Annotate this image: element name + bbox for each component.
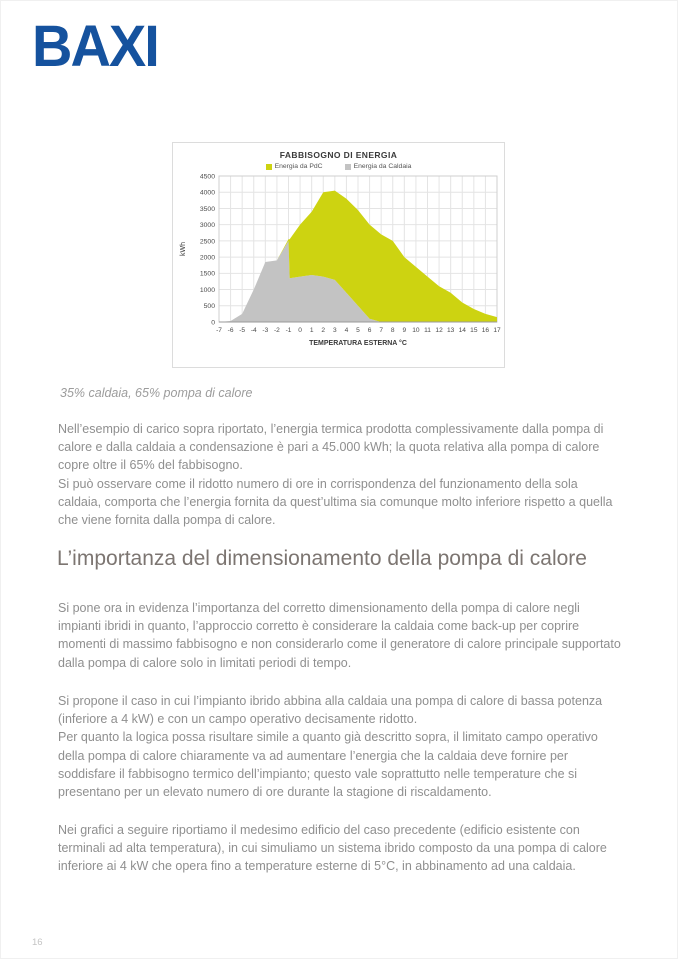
baxi-logo: BAXI: [32, 12, 158, 79]
paragraph-block-3: [58, 692, 624, 801]
svg-text:TEMPERATURA ESTERNA °C: TEMPERATURA ESTERNA °C: [309, 340, 407, 347]
svg-text:2: 2: [321, 327, 326, 334]
svg-text:5: 5: [356, 327, 360, 334]
svg-text:6: 6: [367, 327, 372, 334]
paragraph: Nei grafici a seguire riportiamo il medesimo edificio del caso precedente (edificio esistente con terminali ad alta temperatura), in cui simuliamo un sistema ibrido composto da una pompa di calore inferiore ai 4 kW che opera fino a temperature esterne di 5°C, in abbinamento ad una caldaia.: [58, 823, 607, 874]
svg-text:11: 11: [424, 327, 431, 334]
chart-caption: 35% caldaia, 65% pompa di calore: [60, 386, 253, 400]
svg-text:-3: -3: [262, 327, 269, 334]
chart-title: FABBISOGNO DI ENERGIA: [279, 150, 398, 160]
svg-text:-6: -6: [227, 327, 234, 334]
paragraph-block-1: [58, 420, 624, 529]
svg-text:2000: 2000: [199, 254, 215, 262]
section-heading: L’importanza del dimensionamento della pompa di calore: [57, 547, 587, 570]
caldaia-swatch-icon: [345, 164, 351, 170]
legend-label-caldaia: Energia da Caldaia: [353, 163, 412, 170]
legend-item-pdc: [266, 163, 323, 170]
chart-legend: [173, 163, 504, 170]
svg-text:-4: -4: [250, 327, 257, 334]
chart-plot-area: [173, 170, 504, 365]
svg-text:kWh: kWh: [180, 242, 187, 256]
svg-text:0: 0: [211, 319, 215, 327]
svg-text:10: 10: [412, 327, 420, 334]
legend-item-caldaia: [345, 163, 412, 170]
legend-label-pdc: Energia da PdC: [274, 163, 323, 170]
svg-text:0: 0: [298, 327, 302, 334]
svg-text:3: 3: [332, 327, 337, 334]
svg-text:3500: 3500: [199, 205, 215, 213]
svg-text:9: 9: [402, 327, 407, 334]
svg-text:17: 17: [493, 327, 501, 334]
svg-text:500: 500: [203, 303, 215, 311]
paragraph: Si pone ora in evidenza l’importanza del corretto dimensionamento della pompa di calore negli impianti ibridi in quanto, l’approccio corretto è considerare la caldaia come back-up per coprire momenti di massimo fabbisogno e non considerarlo come il generatore di calore principale supportato dalla pompa di calore solo in limitati periodi di tempo.: [58, 601, 621, 670]
svg-text:-5: -5: [239, 327, 246, 334]
svg-text:4000: 4000: [199, 189, 215, 197]
svg-text:1000: 1000: [199, 286, 215, 294]
svg-text:-2: -2: [273, 327, 280, 334]
svg-text:12: 12: [435, 327, 443, 334]
paragraph-block-4: [58, 821, 624, 876]
svg-text:15: 15: [470, 327, 478, 334]
svg-text:3000: 3000: [199, 222, 215, 230]
paragraph: Per quanto la logica possa risultare simile a quanto già descritto sopra, il limitato campo operativo della pompa di calore chiaramente va ad aumentare l’energia che la caldaia deve fornire per soddisfare il fabbisogno termico dell’impianto; questo vale soprattutto nelle temperature che si presentano per un elevato numero di ore durante la stagione di riscaldamento.: [58, 730, 598, 800]
paragraph: Si propone il caso in cui l’impianto ibrido abbina alla caldaia una pompa di calore di bassa potenza (inferiore a 4 kW) e con un campo operativo decisamente ridotto.: [58, 694, 603, 727]
svg-text:1: 1: [309, 327, 314, 334]
svg-text:2500: 2500: [199, 238, 215, 246]
svg-text:8: 8: [390, 327, 395, 334]
svg-text:4: 4: [344, 327, 349, 334]
svg-text:1500: 1500: [199, 270, 215, 278]
svg-text:16: 16: [481, 327, 490, 334]
energy-demand-chart: [172, 142, 505, 368]
svg-text:7: 7: [379, 327, 384, 334]
pdc-swatch-icon: [266, 164, 272, 170]
svg-text:-1: -1: [285, 327, 292, 334]
page-number: 16: [32, 937, 43, 948]
paragraph: Nell’esempio di carico sopra riportato, l’energia termica prodotta complessivamente dalla pompa di calore e dalla caldaia a condensazione è pari a 45.000 kWh; la quota relativa alla pompa di calore copre oltre il 65% del fabbisogno.: [58, 422, 604, 473]
svg-text:13: 13: [446, 327, 455, 334]
paragraph: Si può osservare come il ridotto numero di ore in corrispondenza del funzionamento della sola caldaia, comporta che l’energia fornita da quest’ultima sia comunque molto inferiore rispetto a quella che viene fornita dalla pompa di calore.: [58, 476, 613, 528]
svg-text:14: 14: [458, 327, 466, 334]
svg-text:-7: -7: [216, 327, 222, 334]
svg-text:4500: 4500: [199, 173, 215, 181]
paragraph-block-2: [58, 599, 624, 672]
